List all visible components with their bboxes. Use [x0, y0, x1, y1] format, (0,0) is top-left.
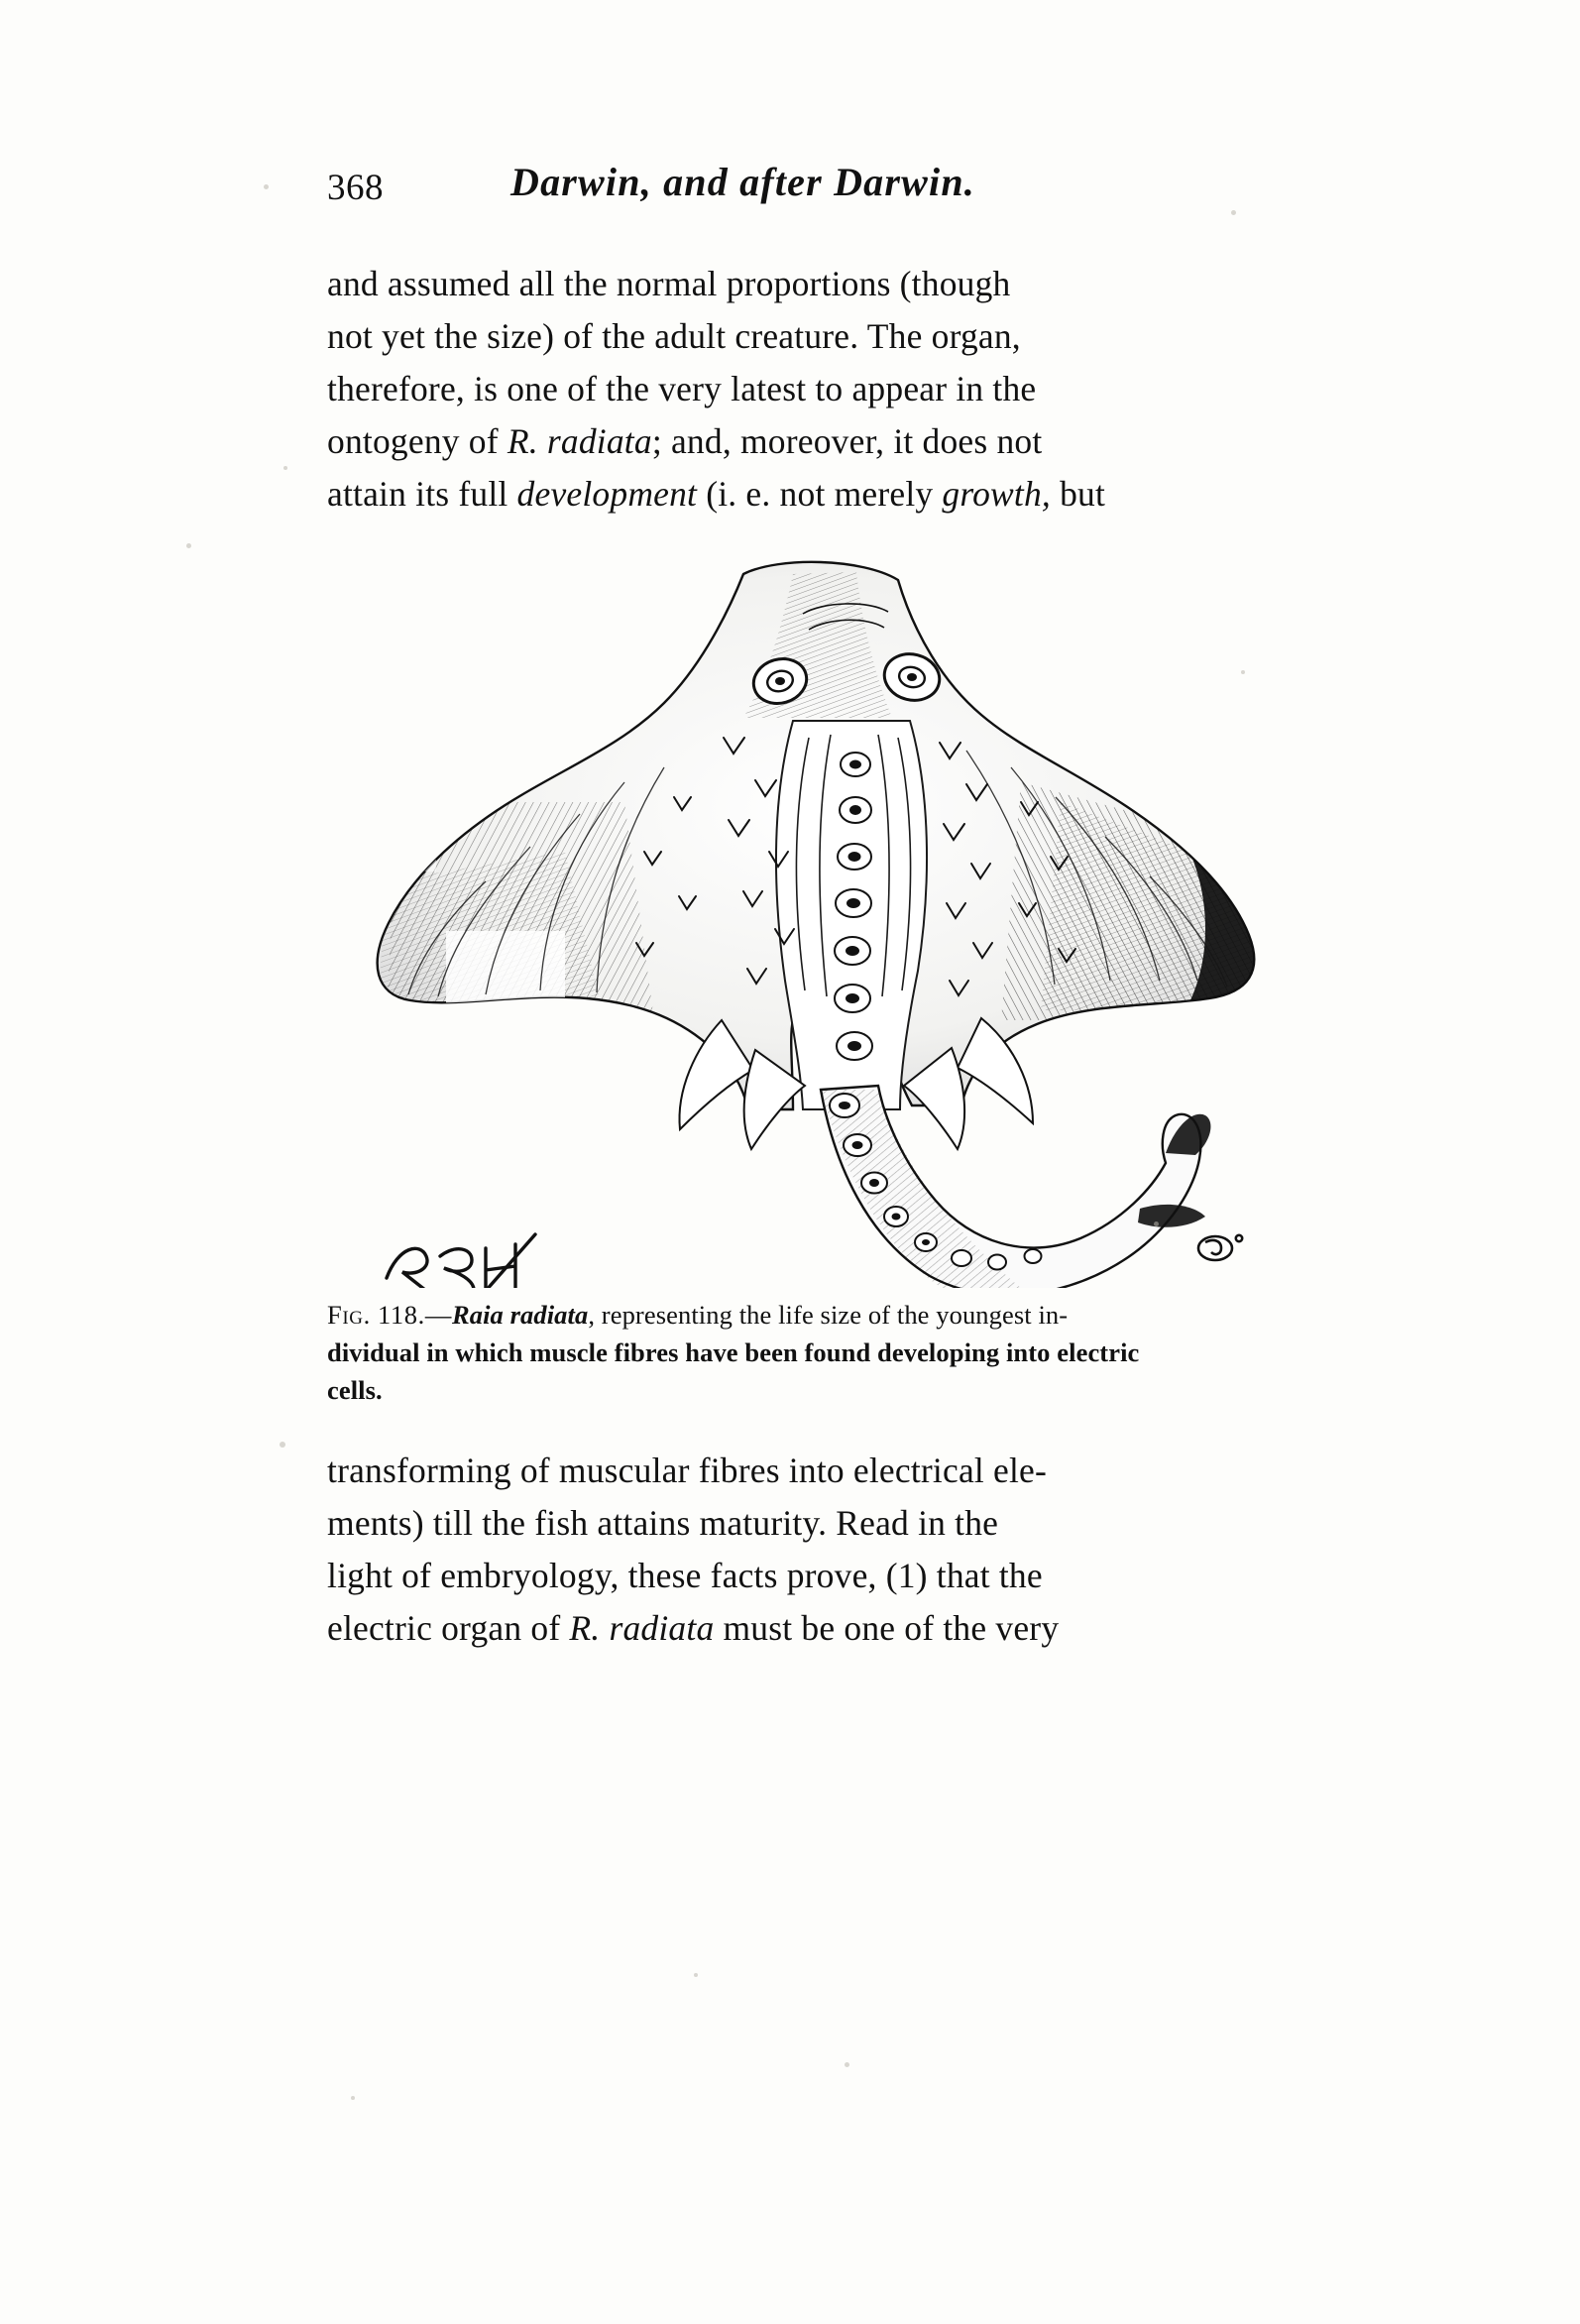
artist-monogram — [387, 1234, 535, 1288]
engraver-monogram — [1198, 1235, 1242, 1260]
caption-species: Raia radiata — [451, 1300, 589, 1330]
scan-speck — [1241, 670, 1245, 674]
paragraph-line — [327, 468, 1323, 521]
paragraph-line: therefore, is one of the very latest to appear in the — [327, 369, 1037, 408]
line-text: (i. e. not merely — [697, 474, 943, 514]
caption-line2: dividual in which muscle fibres have been found developing into electric — [327, 1337, 1140, 1367]
scan-speck — [845, 2062, 849, 2067]
paragraph-below-figure — [327, 1445, 1323, 1655]
scan-speck — [264, 184, 269, 189]
line-text: ; and, moreover, it does not — [651, 421, 1043, 461]
scan-speck — [351, 2096, 355, 2100]
page-number: 368 — [327, 168, 384, 208]
paragraph-line: transforming of muscular fibres into electrical ele- — [327, 1451, 1048, 1490]
running-title: Darwin, and after Darwin. — [510, 160, 975, 204]
page-content — [327, 159, 1323, 1655]
running-head — [327, 159, 1323, 228]
scan-speck — [1231, 210, 1236, 215]
figure-118 — [327, 554, 1323, 1409]
line-text: electric organ of — [327, 1608, 570, 1648]
scan-speck — [186, 543, 191, 548]
scan-speck — [283, 466, 287, 470]
emphasis-growth: growth, — [942, 474, 1051, 514]
scan-speck — [280, 1442, 285, 1448]
line-text: ontogeny of — [327, 421, 508, 461]
paragraph-line: ments) till the fish attains maturity. Read in the — [327, 1503, 999, 1543]
line-text: but — [1051, 474, 1106, 514]
scan-speck — [694, 1973, 698, 1977]
paragraph-line — [327, 415, 1323, 468]
species-name: R. radiata — [569, 1608, 715, 1648]
emphasis-development: development — [516, 474, 698, 514]
paragraph-above-figure — [327, 258, 1323, 521]
caption-line1: , representing the life size of the youngest in- — [588, 1300, 1069, 1330]
line-text: attain its full — [327, 474, 517, 514]
scan-speck — [1154, 1221, 1159, 1226]
species-name: R. radiata — [507, 421, 652, 461]
paragraph-line: not yet the size) of the adult creature. The organ, — [327, 316, 1021, 356]
paragraph-line: light of embryology, these facts prove, (1) that the — [327, 1556, 1043, 1595]
paragraph-line — [327, 1602, 1323, 1655]
figure-label: Fig. 118.— — [327, 1300, 452, 1330]
caption-line3: cells. — [327, 1375, 383, 1405]
paragraph-line: and assumed all the normal proportions (though — [327, 264, 1011, 303]
line-text: must be one of the very — [714, 1608, 1060, 1648]
raia-radiata-illustration — [327, 554, 1323, 1288]
figure-caption — [327, 1296, 1323, 1409]
